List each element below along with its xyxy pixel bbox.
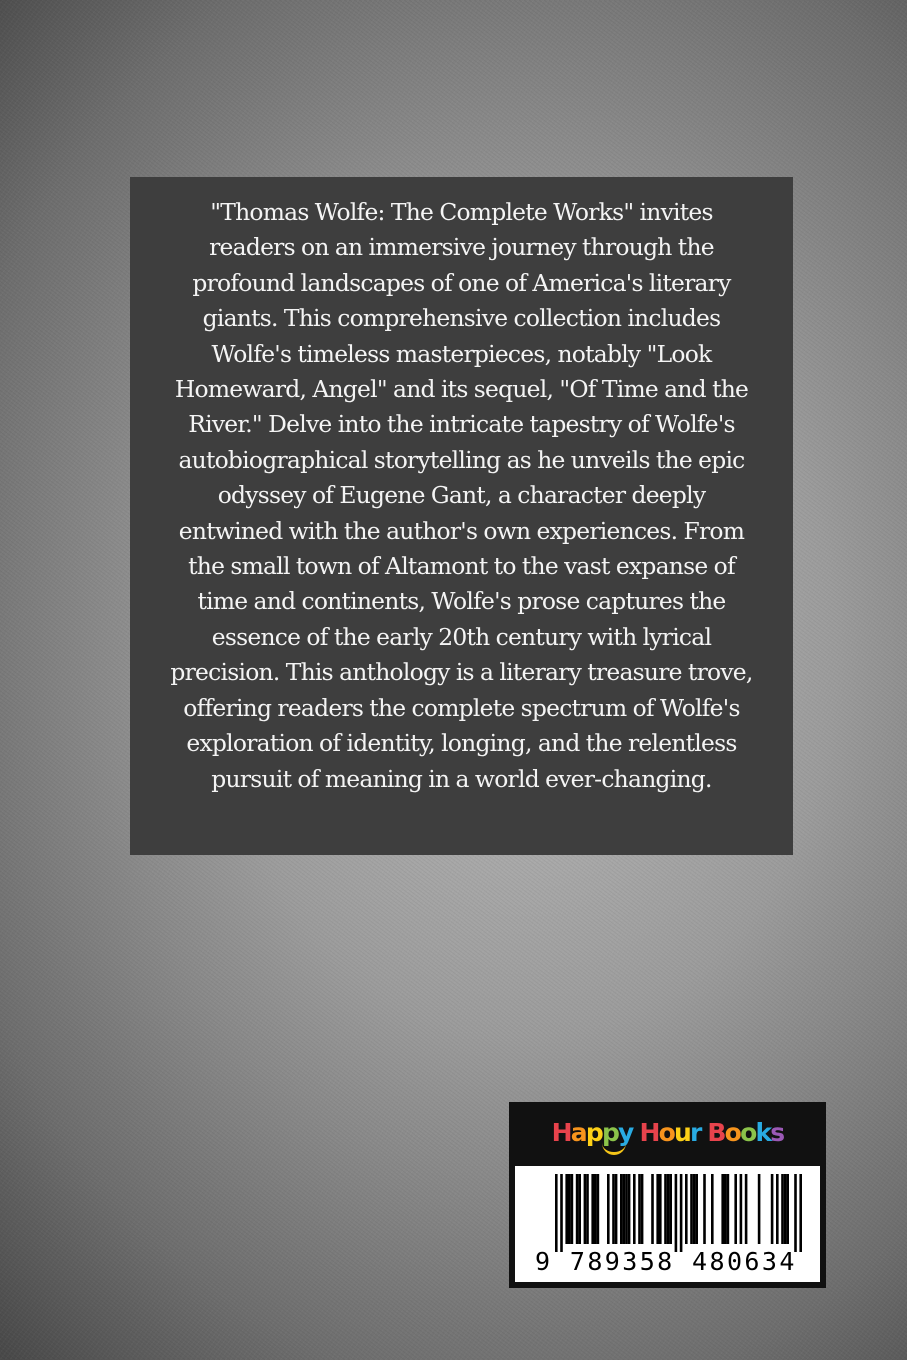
logo-letter: y xyxy=(618,1118,633,1147)
barcode-bar xyxy=(669,1174,672,1244)
logo-letter: k xyxy=(755,1118,771,1147)
barcode-bar xyxy=(695,1174,698,1244)
blurb-line: River." Delve into the intricate tapestry of Wolfe's xyxy=(188,410,735,439)
barcode-bar xyxy=(799,1174,802,1252)
barcode-block xyxy=(509,1102,826,1288)
blurb-line: exploration of identity, longing, and the relentless xyxy=(186,729,737,758)
logo-letter: r xyxy=(689,1118,701,1147)
barcode-bar xyxy=(565,1174,568,1244)
blurb-line: essence of the early 20th century with lyrical xyxy=(211,622,712,651)
barcode-bar xyxy=(638,1174,641,1244)
barcode-bar xyxy=(560,1174,563,1252)
logo-letter: p xyxy=(601,1118,619,1147)
logo-letter: a xyxy=(570,1118,586,1147)
barcode-bar xyxy=(703,1174,706,1244)
barcode-bar xyxy=(771,1174,774,1244)
barcode-bar xyxy=(745,1174,748,1244)
barcode-bar xyxy=(594,1174,597,1244)
blurb-line: giants. This comprehensive collection includes xyxy=(202,304,721,333)
barcode-bar xyxy=(576,1174,579,1244)
barcode-bar xyxy=(633,1174,636,1244)
logo-letter: s xyxy=(770,1118,784,1147)
blurb-line: offering readers the complete spectrum of Wolfe's xyxy=(183,693,740,722)
barcode-bar xyxy=(675,1174,678,1252)
blurb-line: precision. This anthology is a literary treasure trove, xyxy=(170,658,753,687)
barcode-bar xyxy=(680,1174,683,1252)
barcode-bar xyxy=(794,1174,797,1252)
barcode-bar xyxy=(667,1174,670,1244)
barcode-bar xyxy=(568,1174,571,1244)
logo-letter: H xyxy=(639,1118,659,1147)
blurb-line: pursuit of meaning in a world ever-changing. xyxy=(211,764,712,793)
logo-letter: p xyxy=(585,1118,602,1147)
barcode-bar xyxy=(607,1174,610,1244)
barcode-bar xyxy=(623,1174,626,1244)
barcode-bar xyxy=(734,1174,737,1244)
barcode-bar xyxy=(586,1174,589,1244)
blurb-panel xyxy=(130,177,793,855)
barcode-bar xyxy=(628,1174,631,1244)
blurb-line: time and continents, Wolfe's prose captures the xyxy=(197,587,726,616)
barcode-bar xyxy=(776,1174,779,1244)
barcode-bar xyxy=(571,1174,574,1244)
barcode-bar xyxy=(597,1174,600,1244)
barcode-bar xyxy=(651,1174,654,1244)
logo-letter: o xyxy=(724,1118,741,1147)
barcode-bar xyxy=(659,1174,662,1244)
barcode-bar xyxy=(711,1174,714,1244)
blurb-line: entwined with the author's own experiences. From xyxy=(178,516,745,545)
barcode-bar xyxy=(664,1174,667,1244)
barcode-bar xyxy=(727,1174,730,1244)
barcode-bar xyxy=(758,1174,761,1244)
barcode-bar xyxy=(693,1174,696,1244)
barcode-bar xyxy=(656,1174,659,1244)
blurb-line: "Thomas Wolfe: The Complete Works" invites xyxy=(210,198,713,226)
publisher-logo xyxy=(509,1108,826,1158)
barcode-bar xyxy=(612,1174,615,1244)
barcode-bar xyxy=(620,1174,623,1244)
barcode-bar xyxy=(786,1174,789,1244)
barcode-bar xyxy=(591,1174,594,1244)
blurb-line: autobiographical storytelling as he unveils the epic xyxy=(178,445,745,474)
logo-letter xyxy=(701,1108,708,1158)
barcode-bar xyxy=(724,1174,727,1244)
barcode-bar xyxy=(625,1174,628,1244)
logo-letter: o xyxy=(740,1118,756,1147)
barcode-bar xyxy=(690,1174,693,1244)
barcode-bar xyxy=(584,1174,587,1244)
blurb-line: Wolfe's timeless masterpieces, notably "Look xyxy=(211,339,712,368)
logo-letter: B xyxy=(707,1118,725,1147)
isbn-number: 9 789358 480634 xyxy=(535,1247,797,1276)
logo-letter xyxy=(633,1108,640,1158)
blurb-line: readers on an immersive journey through the xyxy=(209,233,714,262)
barcode-bar xyxy=(784,1174,787,1244)
barcode-panel xyxy=(513,1164,822,1284)
logo-letter: o xyxy=(658,1118,674,1147)
barcode-bar xyxy=(615,1174,618,1244)
blurb-line: Homeward, Angel" and its sequel, "Of Time and the xyxy=(174,375,749,404)
barcode-bar xyxy=(578,1174,581,1244)
barcode-bar xyxy=(781,1174,784,1244)
blurb-line: the small town of Altamont to the vast expanse of xyxy=(188,552,735,581)
barcode-bar xyxy=(685,1174,688,1244)
blurb-line: odyssey of Eugene Gant, a character deeply xyxy=(217,481,706,510)
blurb-text xyxy=(144,195,779,797)
barcode-bar xyxy=(555,1174,558,1252)
barcode-bar xyxy=(740,1174,743,1244)
logo-letter: u xyxy=(673,1118,690,1147)
logo-letter: H xyxy=(551,1118,571,1147)
barcode-bar xyxy=(721,1174,724,1244)
barcode-bar xyxy=(641,1174,644,1244)
blurb-line: profound landscapes of one of America's literary xyxy=(192,268,731,297)
